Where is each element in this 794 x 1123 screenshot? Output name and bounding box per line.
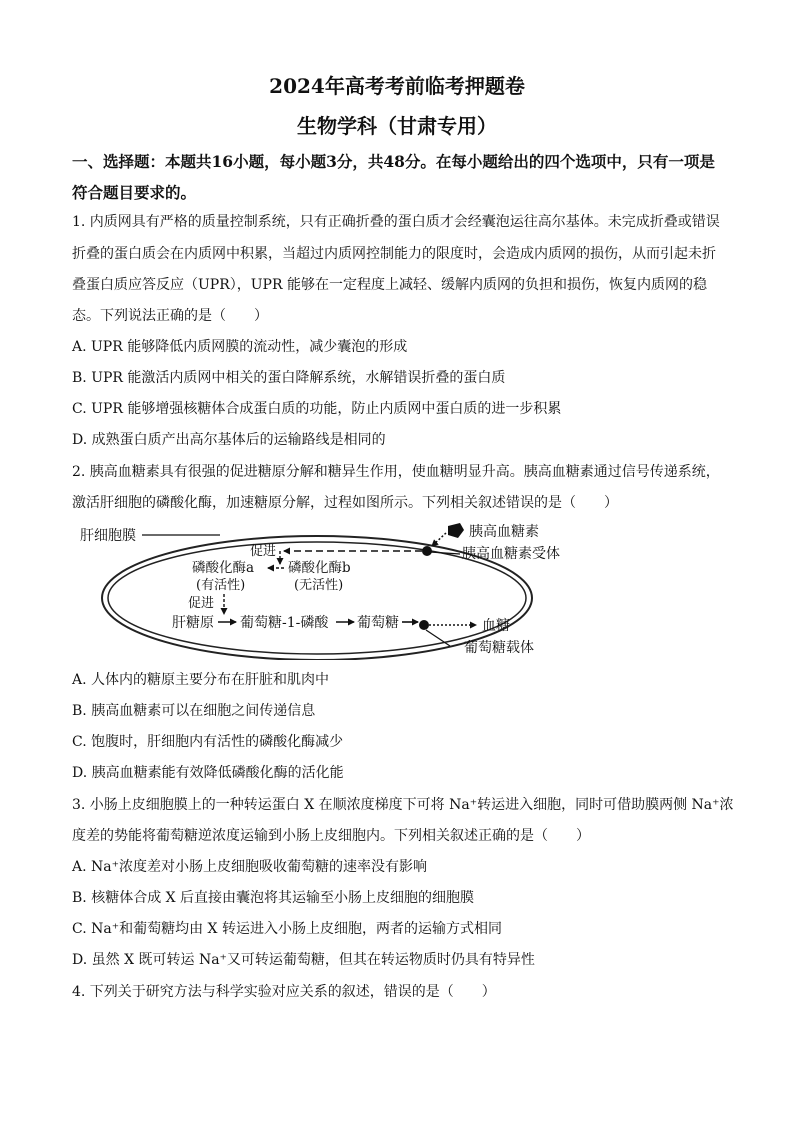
q1-stem-line-1: 1. 内质网具有严格的质量控制系统，只有正确折叠的蛋白质才会经囊泡运往高尔基体。未完成折叠或错误 [72,214,720,230]
section-heading: 一、选择题：本题共16小题，每小题3分，共48分。在每小题给出的四个选项中，只有一项是符合题目要求的。 [72,152,715,202]
q2-stem-line-1: 2. 胰高血糖素具有很强的促进糖原分解和糖异生作用，使血糖明显升高。胰高血糖素通过信号传递系统， [72,464,720,480]
q3-stem-line-2: 度差的势能将葡萄糖逆浓度运输到小肠上皮细胞内。下列相关叙述正确的是（ ） [72,828,590,844]
q1-stem-line-4: 态。下列说法正确的是（ ） [72,308,268,324]
label-g1p: 葡萄糖-1-磷酸 [240,615,329,631]
q1-stem-line-3: 叠蛋白质应答反应（UPR），UPR 能够在一定程度上减轻、缓解内质网的负担和损伤，恢复内质网的稳 [72,277,707,293]
label-receptor: 胰高血糖素受体 [462,546,560,562]
q2-option-d: D. 胰高血糖素能有效降低磷酸化酶的活化能 [72,765,344,781]
q1-option-d: D. 成熟蛋白质产出高尔基体后的运输路线是相同的 [72,432,386,448]
q3-option-a: A. Na⁺浓度差对小肠上皮细胞吸收葡萄糖的速率没有影响 [72,859,427,875]
q4-stem-line-1: 4. 下列关于研究方法与科学实验对应关系的叙述，错误的是（ ） [72,984,496,1000]
receptor-dot [422,546,432,556]
arrow-glucagon-binding [432,533,446,546]
transporter-dot [419,620,429,630]
q3-option-b: B. 核糖体合成 X 后直接由囊泡将其运输至小肠上皮细胞的细胞膜 [72,890,475,906]
exam-subtitle: 生物学科（甘肃专用） [297,114,497,138]
q1-option-c: C. UPR 能够增强核糖体合成蛋白质的功能，防止内质网中蛋白质的进一步积累 [72,401,562,417]
glucagon-pathway-diagram [72,518,632,660]
exam-title: 2024年高考考前临考押题卷 [269,74,525,98]
label-promote-left: 促进 [188,596,215,611]
q1-stem-line-2: 折叠的蛋白质会在内质网中积累，当超过内质网控制能力的限度时，会造成内质网的损伤，从而引起未折 [72,246,716,262]
label-enzyme-a-state: (有活性) [196,578,246,593]
label-promote-top: 促进 [250,544,277,559]
label-enzyme-b-state: (无活性) [294,578,344,593]
q2-stem-line-2: 激活肝细胞的磷酸化酶，加速糖原分解，过程如图所示。下列相关叙述错误的是（ ） [72,495,618,511]
label-glucose: 葡萄糖 [357,615,399,631]
q3-stem-line-1: 3. 小肠上皮细胞膜上的一种转运蛋白 X 在顺浓度梯度下可将 Na⁺转运进入细胞，同时可借助膜两侧 Na⁺浓 [72,797,734,813]
glucagon-molecule-icon [448,523,464,538]
label-cell-membrane: 肝细胞膜 [80,528,136,544]
q2-option-c: C. 饱腹时，肝细胞内有活性的磷酸化酶减少 [72,734,344,750]
q2-option-b: B. 胰高血糖素可以在细胞之间传递信息 [72,703,316,719]
label-enzyme-a: 磷酸化酶a [192,560,255,576]
q1-option-b: B. UPR 能激活内质网中相关的蛋白降解系统，水解错误折叠的蛋白质 [72,370,506,386]
q2-option-a: A. 人体内的糖原主要分布在肝脏和肌肉中 [72,672,330,688]
label-blood-sugar: 血糖 [482,618,510,634]
label-glucagon: 胰高血糖素 [469,524,539,540]
q3-option-c: C. Na⁺和葡萄糖均由 X 转运进入小肠上皮细胞，两者的运输方式相同 [72,921,502,937]
q1-option-a: A. UPR 能够降低内质网膜的流动性，减少囊泡的形成 [72,339,408,355]
label-transporter: 葡萄糖载体 [464,640,534,656]
label-enzyme-b: 磷酸化酶b [288,560,351,576]
q3-option-d: D. 虽然 X 既可转运 Na⁺又可转运葡萄糖，但其在转运物质时仍具有特异性 [72,952,535,968]
label-glycogen: 肝糖原 [172,615,214,631]
